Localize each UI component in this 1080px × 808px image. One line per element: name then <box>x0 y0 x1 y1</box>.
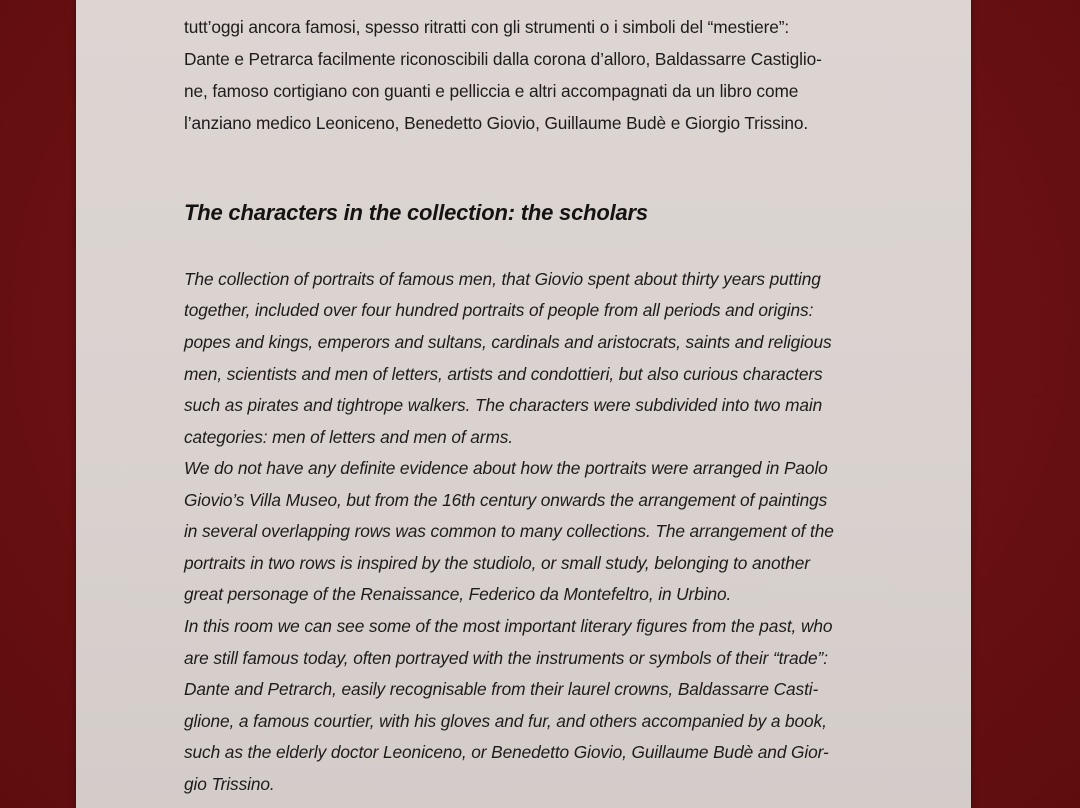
italian-line: l’anziano medico Leoniceno, Benedetto Giovio, Guillaume Budè e Giorgio Trissino. <box>184 113 809 133</box>
english-line: such as the elderly doctor Leoniceno, or Benedetto Giovio, Guillaume Budè and Gior- <box>184 742 829 762</box>
section-heading: The characters in the collection: the scholars <box>184 200 648 225</box>
english-line: In this room we can see some of the most important literary figures from the past, who <box>184 616 833 636</box>
english-line: great personage of the Renaissance, Federico da Montefeltro, in Urbino. <box>184 584 732 604</box>
exhibit-text-panel <box>76 0 971 808</box>
italian-line: ne, famoso cortigiano con guanti e pelliccia e altri accompagnati da un libro come <box>184 81 799 101</box>
english-line: gio Trissino. <box>184 774 275 794</box>
english-line: popes and kings, emperors and sultans, cardinals and aristocrats, saints and religious <box>184 332 832 352</box>
english-line: categories: men of letters and men of arms. <box>184 427 513 447</box>
english-line: such as pirates and tightrope walkers. The characters were subdivided into two main <box>184 395 823 415</box>
english-line: Giovio’s Villa Museo, but from the 16th century onwards the arrangement of paintings <box>184 490 828 510</box>
english-line: Dante and Petrarch, easily recognisable from their laurel crowns, Baldassarre Casti- <box>184 679 819 699</box>
english-line: are still famous today, often portrayed with the instruments or symbols of their “trade”: <box>184 648 828 668</box>
cropped-top-line <box>184 0 884 6</box>
english-line: in several overlapping rows was common to many collections. The arrangement of the <box>184 521 834 541</box>
english-line: portraits in two rows is inspired by the studiolo, or small study, belonging to another <box>184 553 810 573</box>
italian-line: tutt’oggi ancora famosi, spesso ritratti con gli strumenti o i simboli del “mestiere”: <box>184 17 790 37</box>
english-line: together, included over four hundred portraits of people from all periods and origins: <box>184 300 814 320</box>
english-line: glione, a famous courtier, with his gloves and fur, and others accompanied by a book, <box>184 711 827 731</box>
english-line: We do not have any definite evidence about how the portraits were arranged in Paolo <box>184 458 828 478</box>
english-line: The collection of portraits of famous men, that Giovio spent about thirty years putting <box>184 269 821 289</box>
italian-line: Dante e Petrarca facilmente riconoscibili dalla corona d’alloro, Baldassarre Castiglio- <box>184 49 822 69</box>
english-line: men, scientists and men of letters, artists and condottieri, but also curious characters <box>184 364 823 384</box>
